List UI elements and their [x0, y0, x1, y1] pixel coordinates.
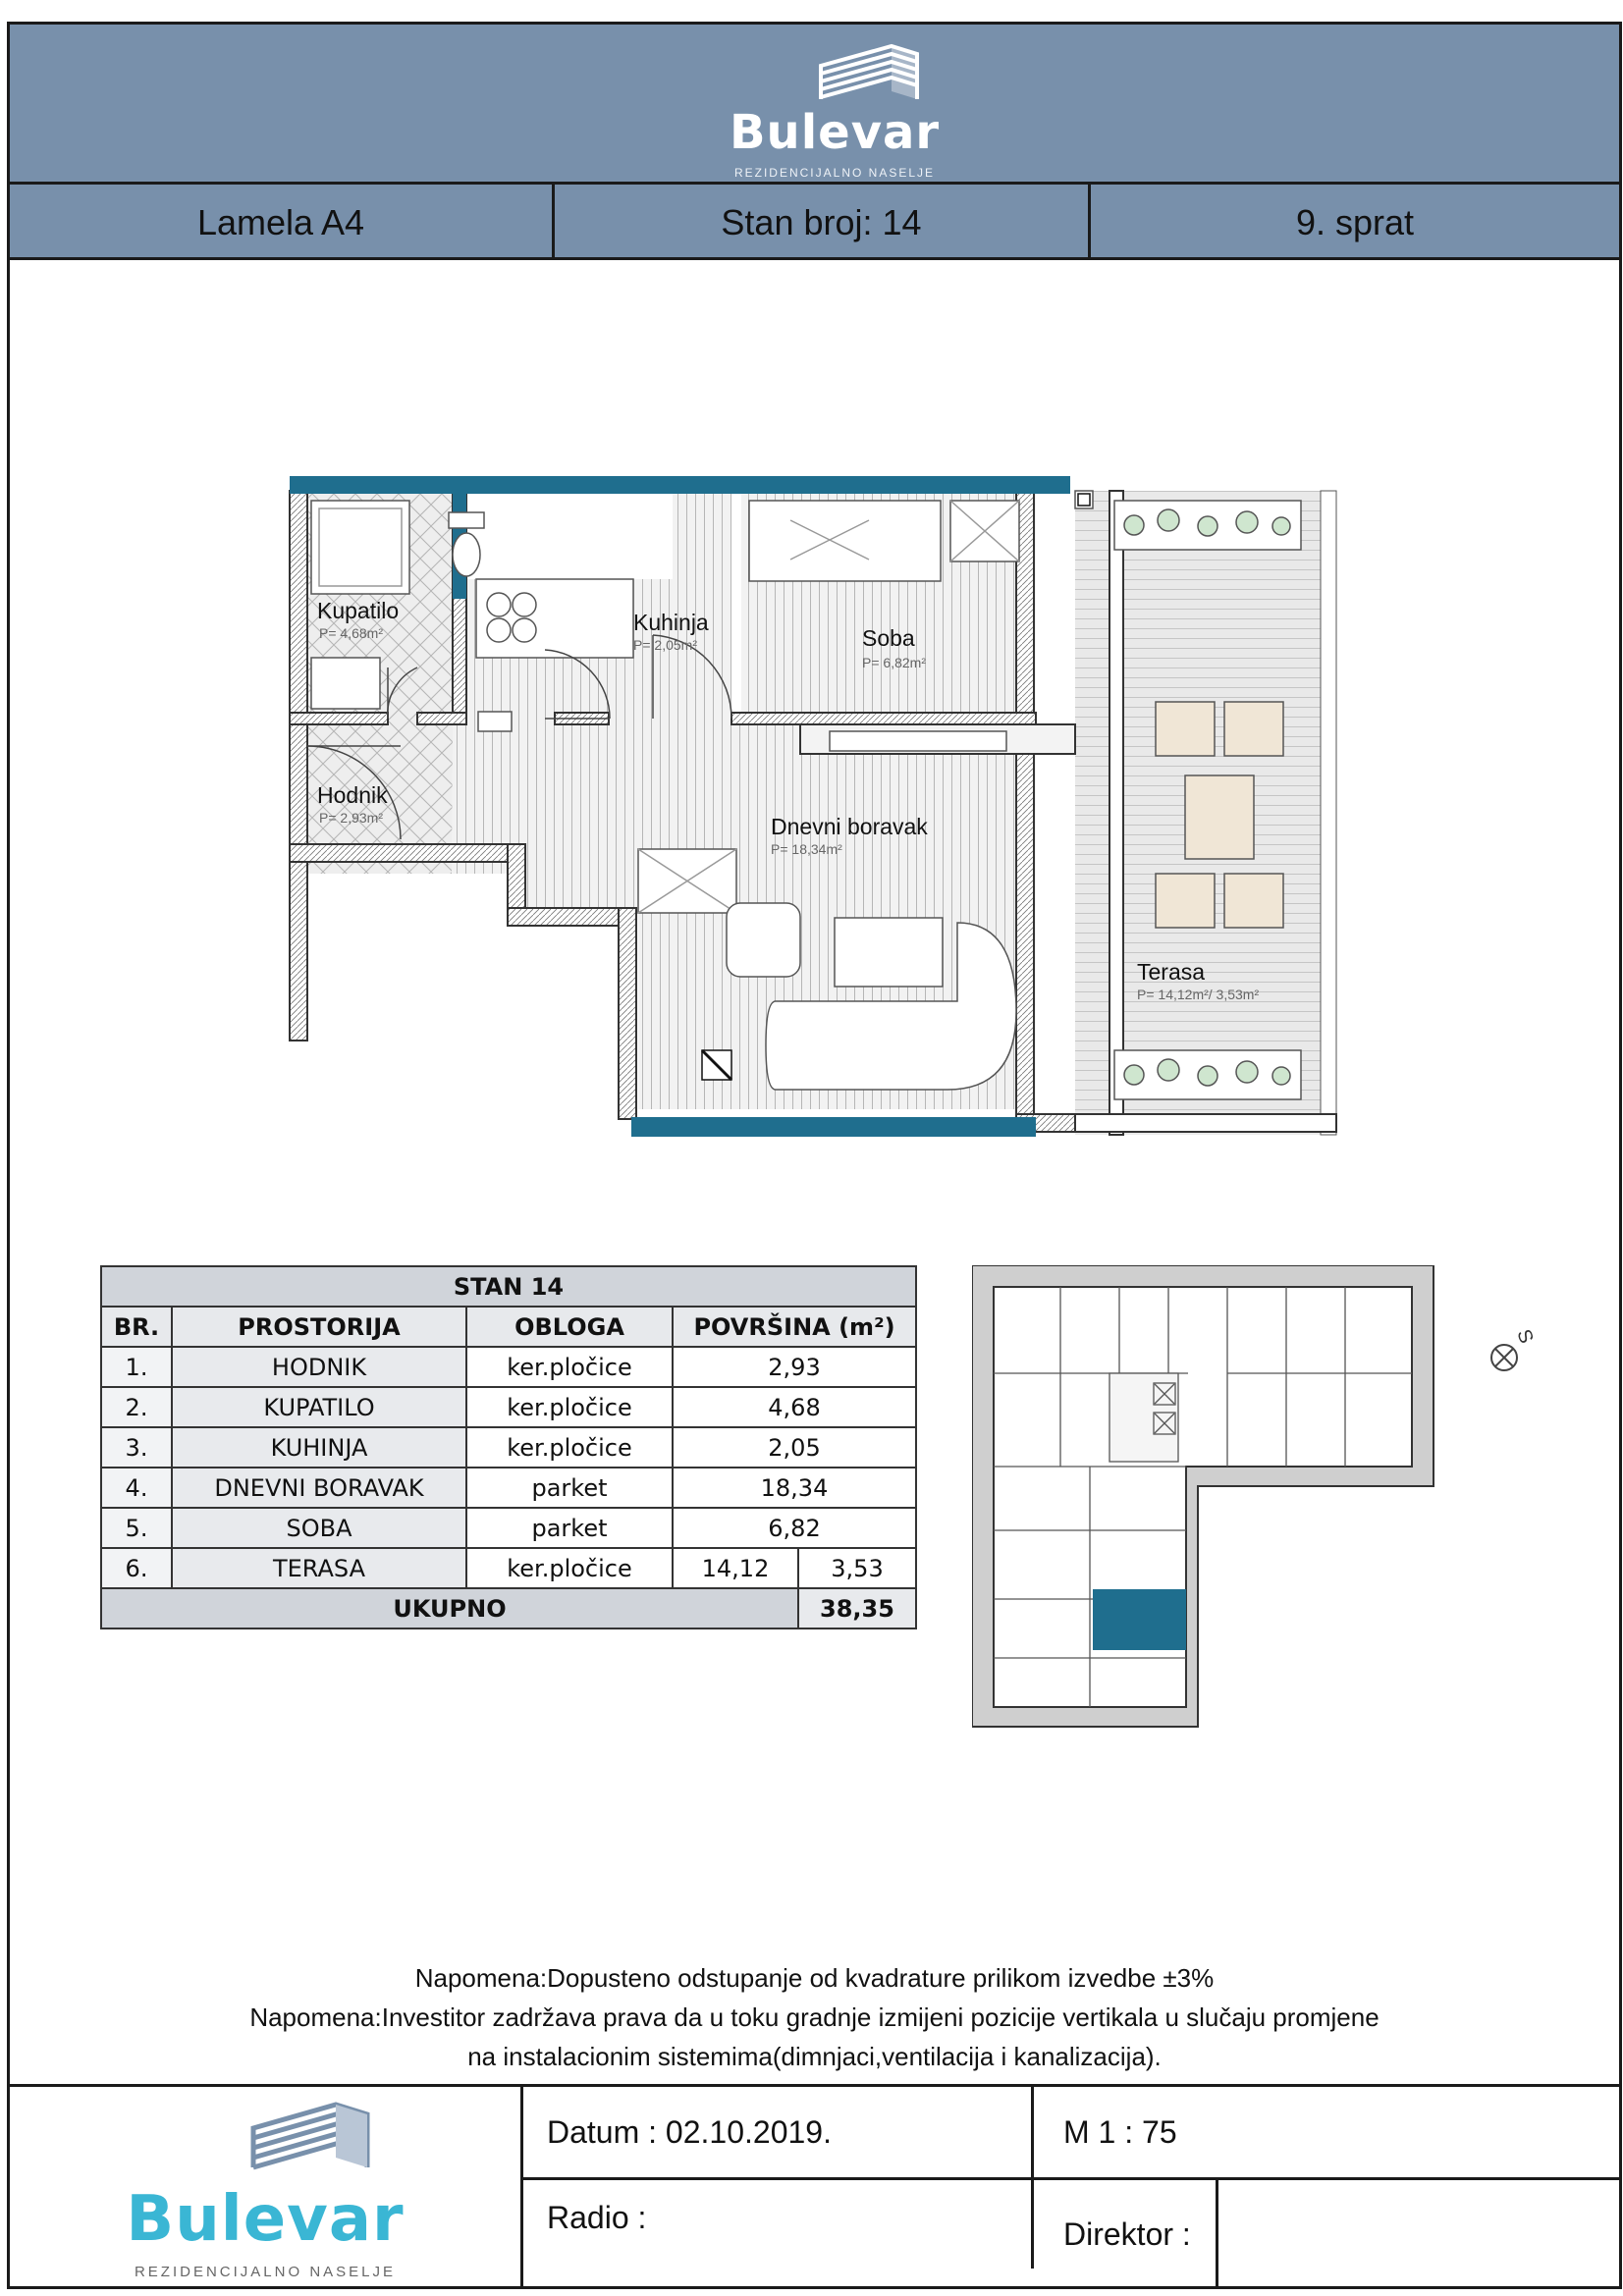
table-row — [101, 1468, 916, 1508]
drawing-sheet — [7, 22, 1622, 2289]
building-key-plan — [972, 1265, 1443, 1746]
building-logo-icon — [245, 2097, 373, 2175]
title-block — [10, 2084, 1619, 2286]
total-value: 38,35 — [798, 1588, 916, 1629]
row-number: 4. — [101, 1468, 172, 1508]
row-number: 2. — [101, 1387, 172, 1427]
row-finish: ker.pločice — [466, 1427, 673, 1468]
room-area-kupatilo: P= 4,68m² — [319, 625, 383, 641]
building-logo-icon — [815, 40, 923, 105]
row-area: 18,34 — [673, 1468, 916, 1508]
header-logo — [717, 36, 952, 184]
header-logo-name: Bulevar — [729, 105, 941, 160]
title-block-grid — [520, 2087, 1619, 2286]
table-header-row — [101, 1307, 916, 1347]
footer-logo — [10, 2087, 520, 2286]
row-number: 5. — [101, 1508, 172, 1548]
header-prostorija: PROSTORIJA — [172, 1307, 466, 1347]
header-br: BR. — [101, 1307, 172, 1347]
row-room: TERASA — [172, 1548, 466, 1588]
north-arrow-icon — [1485, 1318, 1543, 1377]
lamela-cell: Lamela A4 — [196, 201, 365, 242]
floor-cell: 9. sprat — [1088, 185, 1619, 260]
footer-logo-name: Bulevar — [126, 2183, 405, 2256]
row-area-reduced: 3,53 — [798, 1548, 916, 1588]
table-row — [101, 1387, 916, 1427]
row-room: KUPATILO — [172, 1387, 466, 1427]
table-row-terasa — [101, 1548, 916, 1588]
note-line-2: Napomena:Investitor zadržava prava da u toku gradnje izmijeni pozicije vertikala u slučaju promjene — [249, 2002, 1380, 2032]
header-band — [10, 25, 1619, 260]
room-area-terasa: P= 14,12m²/ 3,53m² — [1137, 987, 1260, 1002]
room-label-terasa: Terasa — [1137, 959, 1206, 985]
room-label-hodnik: Hodnik — [317, 782, 388, 808]
row-area-full: 14,12 — [673, 1548, 798, 1588]
room-area-kuhinja: P= 2,05m² — [633, 637, 697, 653]
scale-cell: M 1 : 75 — [1034, 2087, 1622, 2180]
row-area: 4,68 — [673, 1387, 916, 1427]
datum-cell: Datum : 02.10.2019. — [523, 2087, 1034, 2180]
row-area: 2,05 — [673, 1427, 916, 1468]
table-row — [101, 1508, 916, 1548]
row-finish: parket — [466, 1508, 673, 1548]
row-room: HODNIK — [172, 1347, 466, 1387]
radio-cell: Radio : — [523, 2180, 1034, 2269]
direktor-signature-cell — [1218, 2180, 1622, 2289]
row-room: SOBA — [172, 1508, 466, 1548]
header-info-row — [10, 182, 1619, 260]
notes — [10, 1958, 1619, 2076]
row-number: 1. — [101, 1347, 172, 1387]
table-row — [101, 1347, 916, 1387]
room-label-kupatilo: Kupatilo — [317, 598, 400, 623]
header-povrsina: POVRŠINA (m²) — [673, 1307, 916, 1347]
compass-letter: S — [1512, 1326, 1538, 1347]
row-finish: ker.pločice — [466, 1347, 673, 1387]
row-finish: ker.pločice — [466, 1387, 673, 1427]
row-area: 6,82 — [673, 1508, 916, 1548]
floor-plan — [280, 461, 1350, 1148]
room-area-dnevni-boravak: P= 18,34m² — [771, 841, 842, 857]
room-label-dnevni-boravak: Dnevni boravak — [771, 814, 928, 839]
footer-logo-subtitle: REZIDENCIJALNO NASELJE — [134, 2264, 397, 2280]
room-area-hodnik: P= 2,93m² — [319, 810, 383, 826]
table-title: STAN 14 — [101, 1266, 916, 1307]
apartment-number-cell: Stan broj: 14 — [552, 185, 1088, 260]
row-area: 2,93 — [673, 1347, 916, 1387]
room-label-kuhinja: Kuhinja — [633, 610, 709, 635]
note-line-3: na instalacionim sistemima(dimnjaci,ventilacija i kanalizacija). — [467, 2042, 1162, 2071]
table-title-row — [101, 1266, 916, 1307]
room-area-soba: P= 6,82m² — [862, 655, 926, 670]
room-area-table — [100, 1265, 917, 1629]
key-plan-highlight — [1093, 1589, 1186, 1650]
row-room: DNEVNI BORAVAK — [172, 1468, 466, 1508]
table-row — [101, 1427, 916, 1468]
direktor-cell: Direktor : — [1034, 2180, 1218, 2289]
note-line-1: Napomena:Dopusteno odstupanje od kvadrature prilikom izvedbe ±3% — [414, 1963, 1215, 1993]
row-finish: parket — [466, 1468, 673, 1508]
row-number: 6. — [101, 1548, 172, 1588]
room-label-soba: Soba — [862, 625, 915, 651]
row-finish: ker.pločice — [466, 1548, 673, 1588]
header-logo-subtitle: REZIDENCIJALNO NASELJE — [733, 166, 936, 180]
row-room: KUHINJA — [172, 1427, 466, 1468]
header-obloga: OBLOGA — [466, 1307, 673, 1347]
row-number: 3. — [101, 1427, 172, 1468]
total-label: UKUPNO — [101, 1588, 798, 1629]
table-total-row — [101, 1588, 916, 1629]
